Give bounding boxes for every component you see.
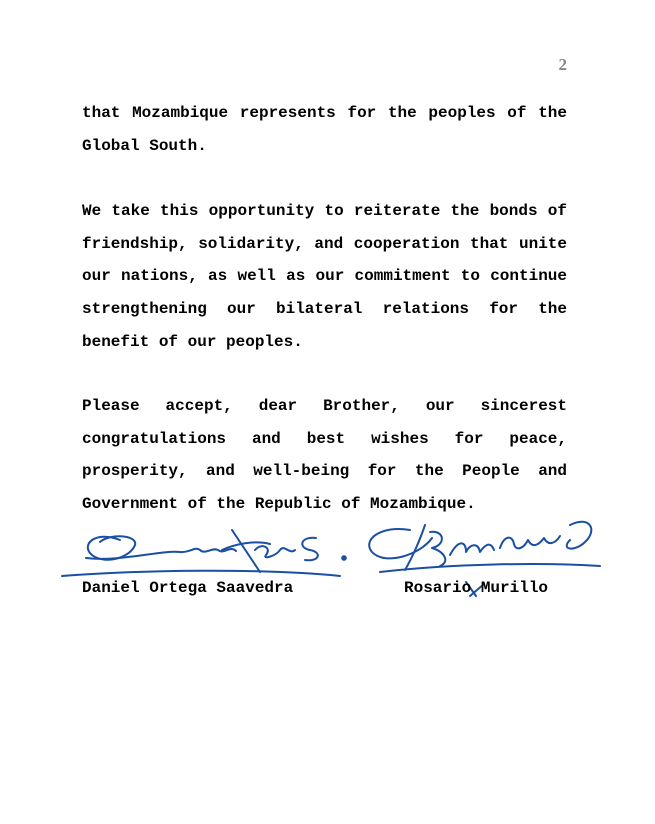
signatory-name-rosario-murillo: Rosario Murillo bbox=[404, 579, 549, 597]
paragraph-friendship-bonds: We take this opportunity to reiterate the bonds of friendship, solidarity, and cooperation that unite our nations, as well as our commitment to continue strengthening our bilateral relations for the benefit of our peoples. bbox=[82, 202, 567, 351]
signature-daniel-ortega bbox=[62, 530, 346, 576]
paragraph-closing-fragment: that Mozambique represents for the peoples of the Global South. bbox=[82, 104, 567, 155]
page-number: 2 bbox=[558, 55, 567, 74]
paragraph-congratulations: Please accept, dear Brother, our sincerest congratulations and best wishes for peace, prosperity, and well-being for the People and Government of the Republic of Mozambique. bbox=[82, 397, 567, 514]
signatory-name-daniel-ortega: Daniel Ortega Saavedra bbox=[82, 579, 294, 597]
signature-block bbox=[0, 500, 655, 610]
